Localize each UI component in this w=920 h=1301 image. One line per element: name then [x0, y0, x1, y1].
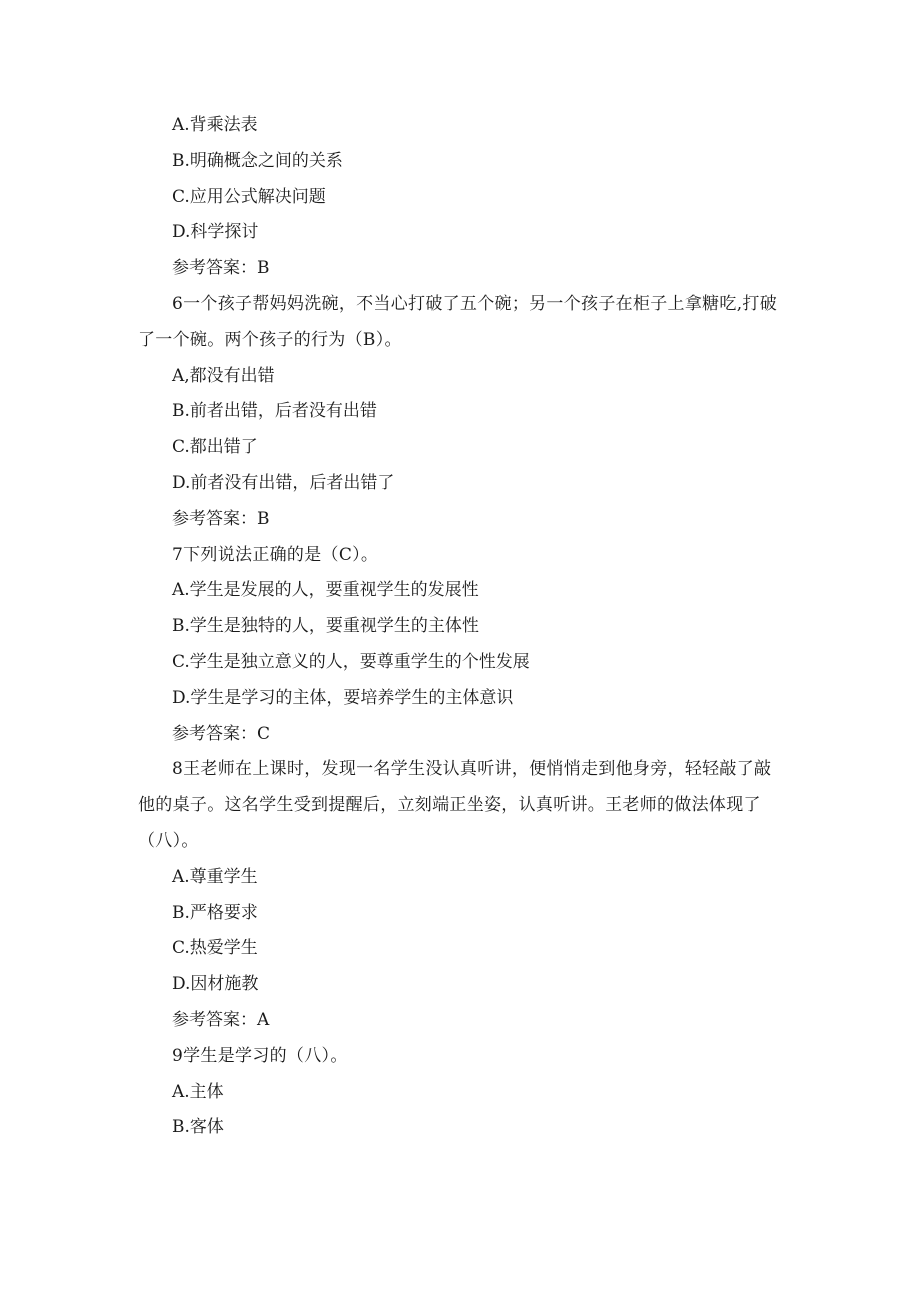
question-stem: 9学生是学习的（八）。 [172, 1045, 348, 1066]
option-b: B.前者出错，后者没有出错 [172, 401, 377, 422]
option-d: D.前者没有出错，后者出错了 [172, 472, 395, 493]
option-a: A.主体 [172, 1081, 224, 1102]
option-b: B.学生是独特的人，要重视学生的主体性 [172, 616, 479, 637]
option-c: C.都出错了 [172, 437, 258, 458]
answer: 参考答案：B [172, 508, 270, 529]
question-list [138, 108, 788, 1146]
option-c: C.热爱学生 [172, 938, 258, 959]
option-b: B.客体 [172, 1117, 224, 1138]
answer: 参考答案：B [172, 258, 270, 279]
option-a: A,都没有出错 [172, 365, 275, 386]
option-c: C.应用公式解决问题 [172, 186, 326, 207]
question-stem: 8王老师在上课时，发现一名学生没认真听讲，便悄悄走到他身旁，轻轻敲了敲他的桌子。这名学生受到提醒后，立刻端正坐姿，认真听讲。王老师的做法体现了（八）。 [138, 759, 772, 851]
option-a: A.尊重学生 [172, 866, 258, 887]
answer: 参考答案：A [172, 1009, 270, 1030]
option-d: D.科学探讨 [172, 222, 259, 243]
option-d: D.学生是学习的主体，要培养学生的主体意识 [172, 687, 514, 708]
question-stem: 7下列说法正确的是（C）。 [172, 544, 379, 565]
option-d: D.因材施教 [172, 974, 259, 995]
option-b: B.明确概念之间的关系 [172, 150, 343, 171]
question-stem: 6一个孩子帮妈妈洗碗，不当心打破了五个碗；另一个孩子在柜子上拿糖吃,打破了一个碗。两个孩子的行为（B）。 [138, 293, 778, 350]
option-c: C.学生是独立意义的人，要尊重学生的个性发展 [172, 651, 530, 672]
option-b: B.严格要求 [172, 902, 258, 923]
option-a: A.背乘法表 [172, 115, 258, 135]
answer: 参考答案：C [172, 723, 271, 744]
option-a: A.学生是发展的人，要重视学生的发展性 [172, 580, 479, 601]
